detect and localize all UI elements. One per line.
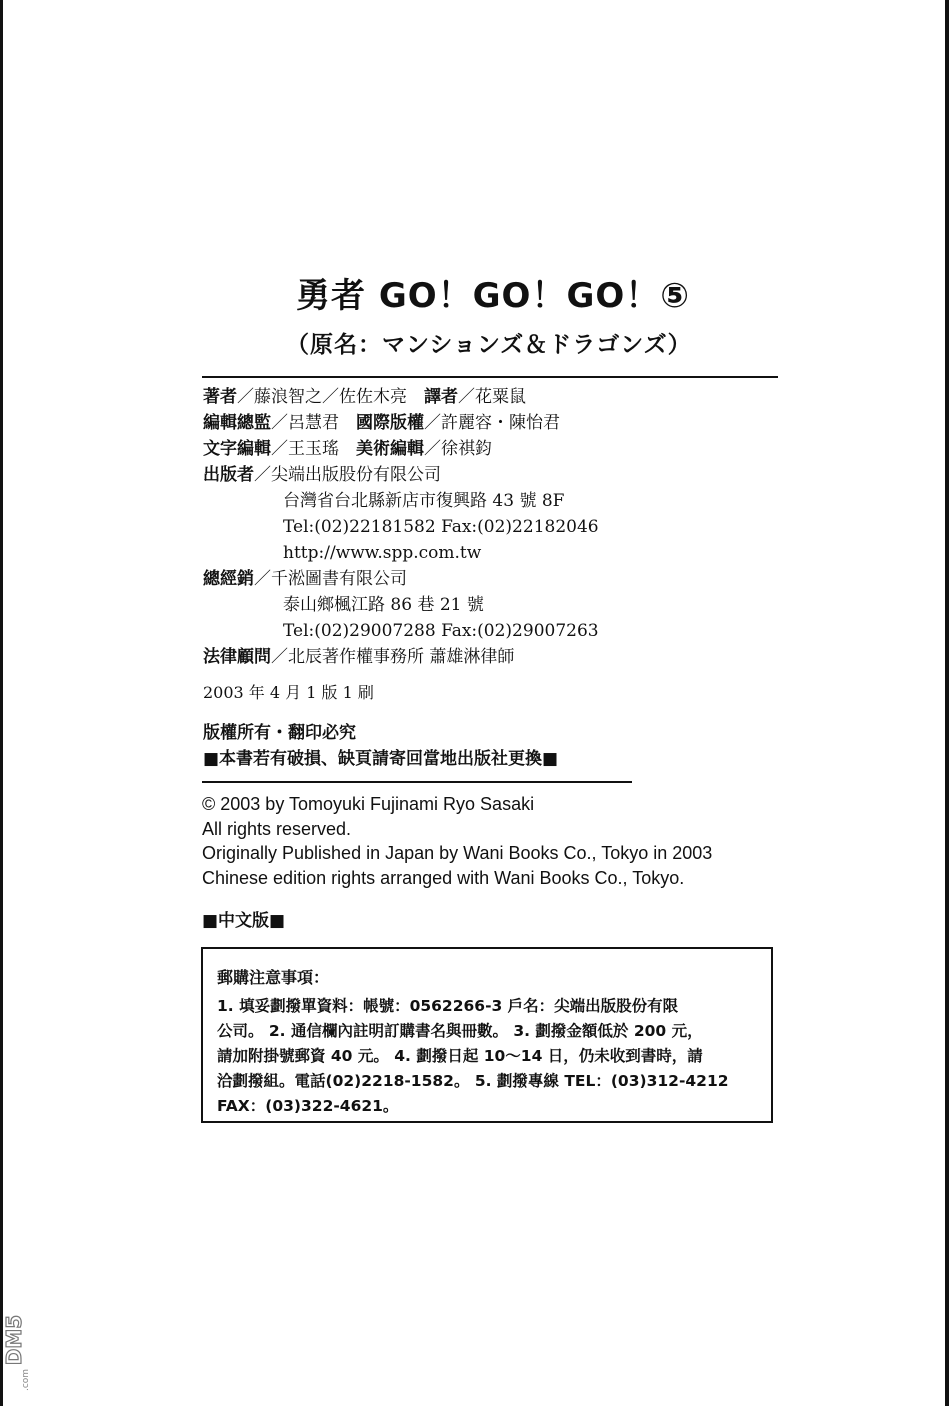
credit-row-legal (203, 644, 599, 670)
credit-label: 文字編輯 (203, 439, 271, 459)
notice-line: 1. 填妥劃撥單資料：帳號：0562266-3 戶名：尖端出版股份有限 (217, 997, 679, 1015)
copyright-line: Originally Published in Japan by Wani Books Co., Tokyo in 2003 (202, 843, 713, 863)
credit-value: ／徐祺鈞 (424, 439, 492, 459)
credit-row-distributor (203, 566, 599, 592)
notice-line: 公司。 2. 通信欄內註明訂購書名與冊數。 3. 劃撥金額低於 200 元， (217, 1022, 703, 1040)
publisher-address: 台灣省台北縣新店市復興路 43 號 8F (283, 491, 565, 511)
copyright-line: Chinese edition rights arranged with Wani Books Co., Tokyo. (202, 867, 685, 888)
credit-value: ／千淞圖書有限公司 (254, 569, 407, 589)
credit-label: 著者 (203, 387, 237, 407)
divider-middle (202, 781, 632, 783)
scan-edge-left (0, 0, 3, 1406)
rights-reserved: 版權所有・翻印必究 (203, 723, 356, 743)
notice-heading: 郵購注意事項： (217, 968, 330, 987)
damage-notice: ■本書若有破損、缺頁請寄回當地出版社更換■ (203, 749, 559, 769)
dm5-watermark-logo (2, 1280, 36, 1400)
svg-text:.com: .com (21, 1368, 31, 1392)
credit-label: 法律顧問 (203, 647, 271, 667)
print-date: 2003 年 4 月 1 版 1 刷 (203, 683, 374, 702)
credit-label: 譯者 (424, 387, 458, 407)
credit-value: ／藤浪智之／佐佐木亮 (237, 387, 407, 407)
credit-value: ／呂慧君 (271, 413, 339, 433)
notice-line: FAX：(03)322-4621。 (217, 1097, 399, 1115)
notice-line: 洽劃撥組。電話(02)2218-1582。 5. 劃撥專線 TEL：(03)312-4212 (217, 1072, 729, 1090)
copyright-line: All rights reserved. (202, 818, 352, 839)
credit-value: ／花粟鼠 (458, 387, 526, 407)
scan-edge-right (945, 0, 949, 1406)
svg-text:DM5: DM5 (2, 1314, 26, 1366)
credit-label: 編輯總監 (203, 413, 271, 433)
credit-value: ／王玉瑤 (271, 439, 339, 459)
credit-value: ／北辰著作權事務所 蕭雄淋律師 (271, 647, 515, 667)
publisher-website: http://www.spp.com.tw (283, 543, 482, 563)
credit-row-text-editor (203, 436, 599, 462)
credit-row-editor (203, 410, 599, 436)
copyright-block (202, 792, 712, 890)
book-title: 勇者 GO！GO！GO！⑤ (296, 276, 691, 316)
credit-value: ／尖端出版股份有限公司 (254, 465, 441, 485)
credit-label: 國際版權 (356, 413, 424, 433)
edition-label: ■中文版■ (202, 911, 286, 931)
rights-block (203, 720, 558, 772)
credit-row-publisher (203, 462, 599, 488)
credit-label: 美術編輯 (356, 439, 424, 459)
original-title: （原名：マンションズ＆ドラゴンズ） (286, 332, 692, 358)
distributor-phone: Tel:(02)29007288 Fax:(02)29007263 (283, 621, 599, 641)
distributor-address: 泰山鄉楓江路 86 巷 21 號 (283, 595, 484, 615)
credit-label: 總經銷 (203, 569, 254, 589)
divider-top (202, 376, 778, 378)
copyright-line: © 2003 by Tomoyuki Fujinami Ryo Sasaki (202, 794, 535, 814)
publisher-phone: Tel:(02)22181582 Fax:(02)22182046 (283, 517, 599, 537)
credit-value: ／許麗容・陳怡君 (424, 413, 560, 433)
notice-line: 請加附掛號郵資 40 元。 4. 劃撥日起 10～14 日，仍未收到書時，請 (217, 1047, 703, 1065)
credit-row-author (203, 384, 599, 410)
mail-order-notice (201, 947, 773, 1123)
credit-label: 出版者 (203, 465, 254, 485)
credits-block (203, 384, 599, 670)
